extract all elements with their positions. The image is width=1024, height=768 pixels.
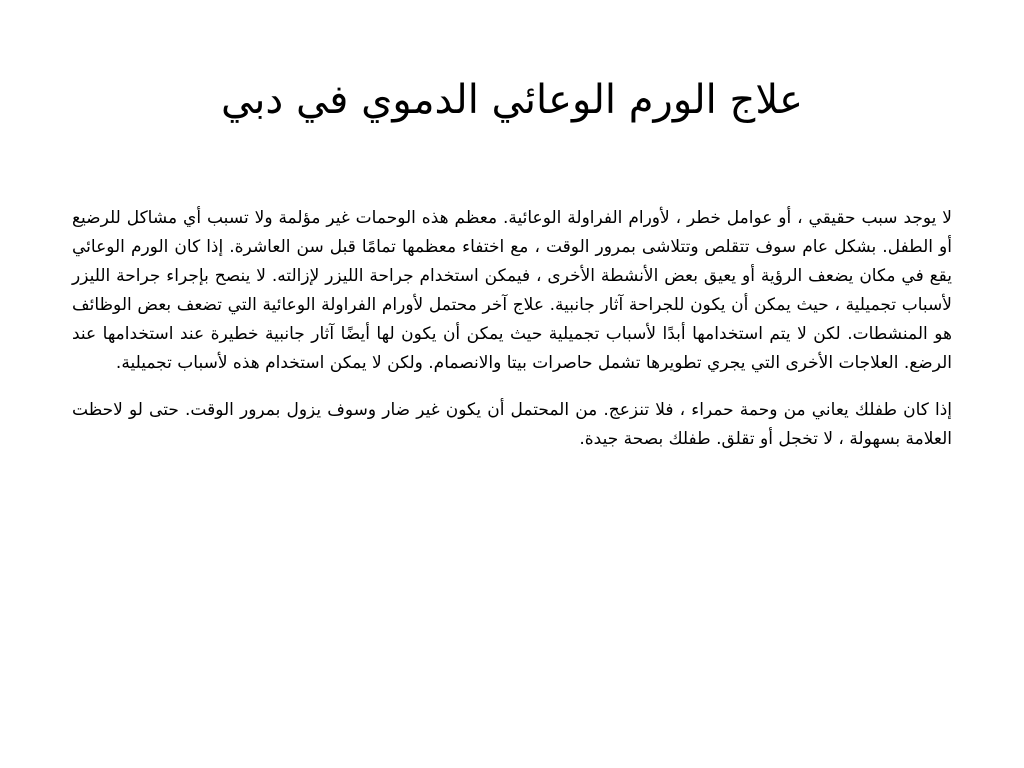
slide-body <box>72 204 952 454</box>
body-paragraph-1: لا يوجد سبب حقيقي ، أو عوامل خطر ، لأورام الفراولة الوعائية. معظم هذه الوحمات غير مؤلمة ولا تسبب أي مشاكل للرضيع أو الطفل. بشكل عام سوف تتقلص وتتلاشى بمرور الوقت ، مع اختفاء معظمها تمامًا قبل سن العاشرة. إذا كان الورم الوعائي يقع في مكان يضعف الرؤية أو يعيق بعض الأنشطة الأخرى ، فيمكن استخدام جراحة الليزر لإزالته. لا ينصح بإجراء جراحة الليزر لأسباب تجميلية ، حيث يمكن أن يكون للجراحة آثار جانبية. علاج آخر محتمل لأورام الفراولة الوعائية التي تضعف بعض الوظائف هو المنشطات. لكن لا يتم استخدامها أبدًا لأسباب تجميلية حيث يمكن أن يكون لها أيضًا آثار جانبية خطيرة عند استخدامها عند الرضع. العلاجات الأخرى التي يجري تطويرها تشمل حاصرات بيتا والانصمام. ولكن لا يمكن استخدام هذه لأسباب تجميلية. <box>72 208 952 373</box>
slide-title: علاج الورم الوعائي الدموي في دبي <box>220 77 804 123</box>
body-paragraph-2: إذا كان طفلك يعاني من وحمة حمراء ، فلا تنزعج. من المحتمل أن يكون غير ضار وسوف يزول بمرور الوقت. حتى لو لاحظت العلامة بسهولة ، لا تخجل أو تقلق. طفلك بصحة جيدة. <box>72 400 952 449</box>
